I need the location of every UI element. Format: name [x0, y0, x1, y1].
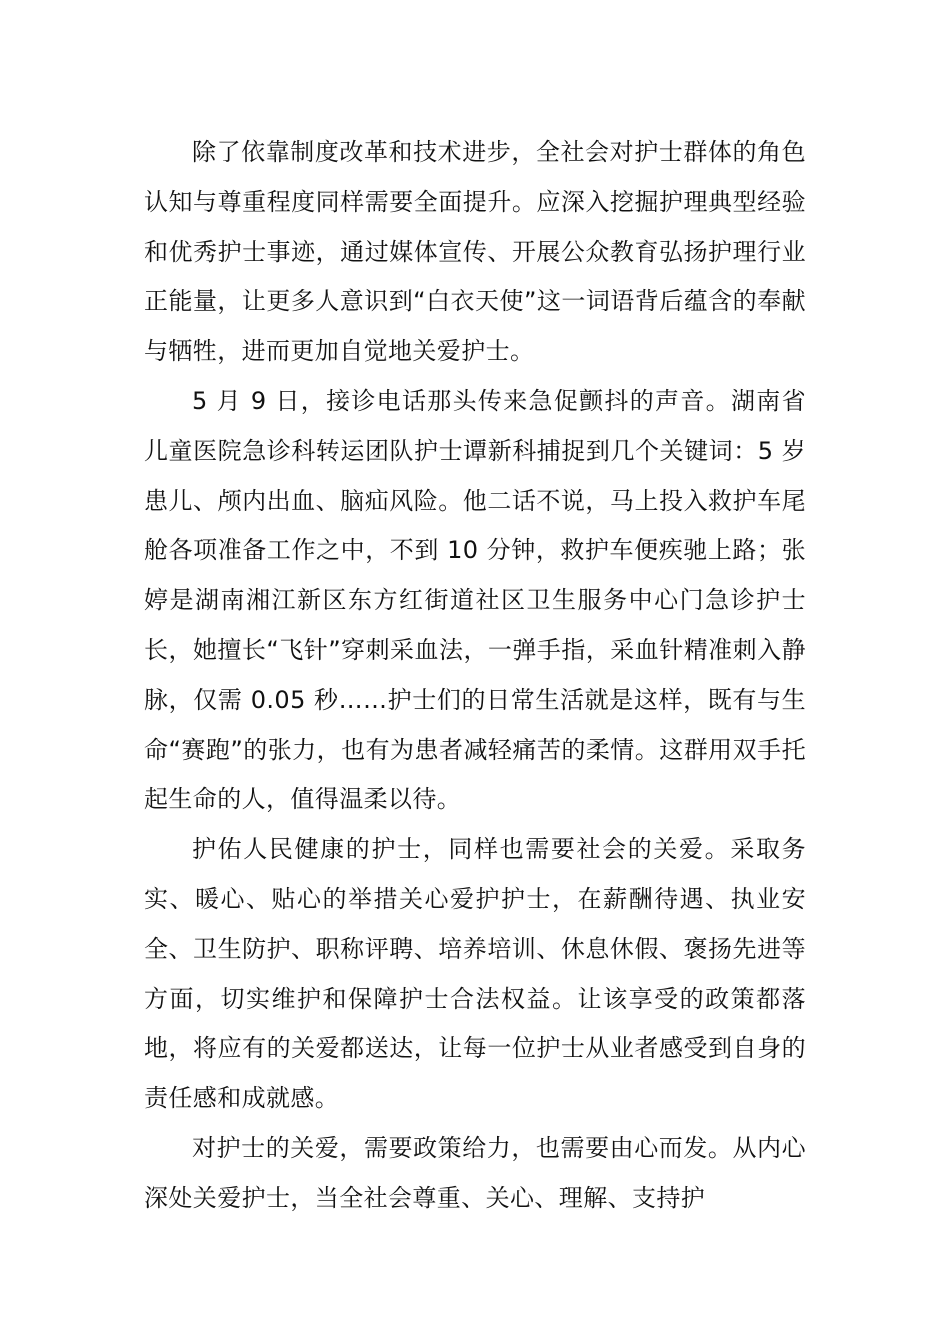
paragraph-4: 对护士的关爱，需要政策给力，也需要由心而发。从内心深处关爱护士，当全社会尊重、关心、理解、支持护 [144, 1133, 806, 1212]
paragraph-1: 除了依靠制度改革和技术进步，全社会对护士群体的角色认知与尊重程度同样需要全面提升。应深入挖掘护理典型经验和优秀护士事迹，通过媒体宣传、开展公众教育弘扬护理行业正能量，让更多人意识到“白衣天使”这一词语背后蕴含的奉献与牺牲，进而更加自觉地关爱护士。 [144, 138, 806, 366]
paragraph-3: 护佑人民健康的护士，同样也需要社会的关爱。采取务实、暖心、贴心的举措关心爱护护士，在薪酬待遇、执业安全、卫生防护、职称评聘、培养培训、休息休假、褒扬先进等方面，切实维护和保障护士合法权益。让该享受的政策都落地，将应有的关爱都送达，让每一位护士从业者感受到自身的责任感和成就感。 [144, 835, 806, 1113]
article-body [144, 128, 806, 1224]
paragraph-2: 5 月 9 日，接诊电话那头传来急促颤抖的声音。湖南省儿童医院急诊科转运团队护士谭新科捕捉到几个关键词：5 岁患儿、颅内出血、脑疝风险。他二话不说，马上投入救护车尾舱各项准备工作之中，不到 10 分钟，救护车便疾驰上路；张婷是湖南湘江新区东方红街道社区卫生服务中心门急诊护士长，她擅长“飞针”穿刺采血法，一弹手指，采血针精准刺入静脉，仅需 0.05 秒……护士们的日常生活就是这样，既有与生命“赛跑”的张力，也有为患者减轻痛苦的柔情。这群用双手托起生命的人，值得温柔以待。 [144, 386, 806, 814]
